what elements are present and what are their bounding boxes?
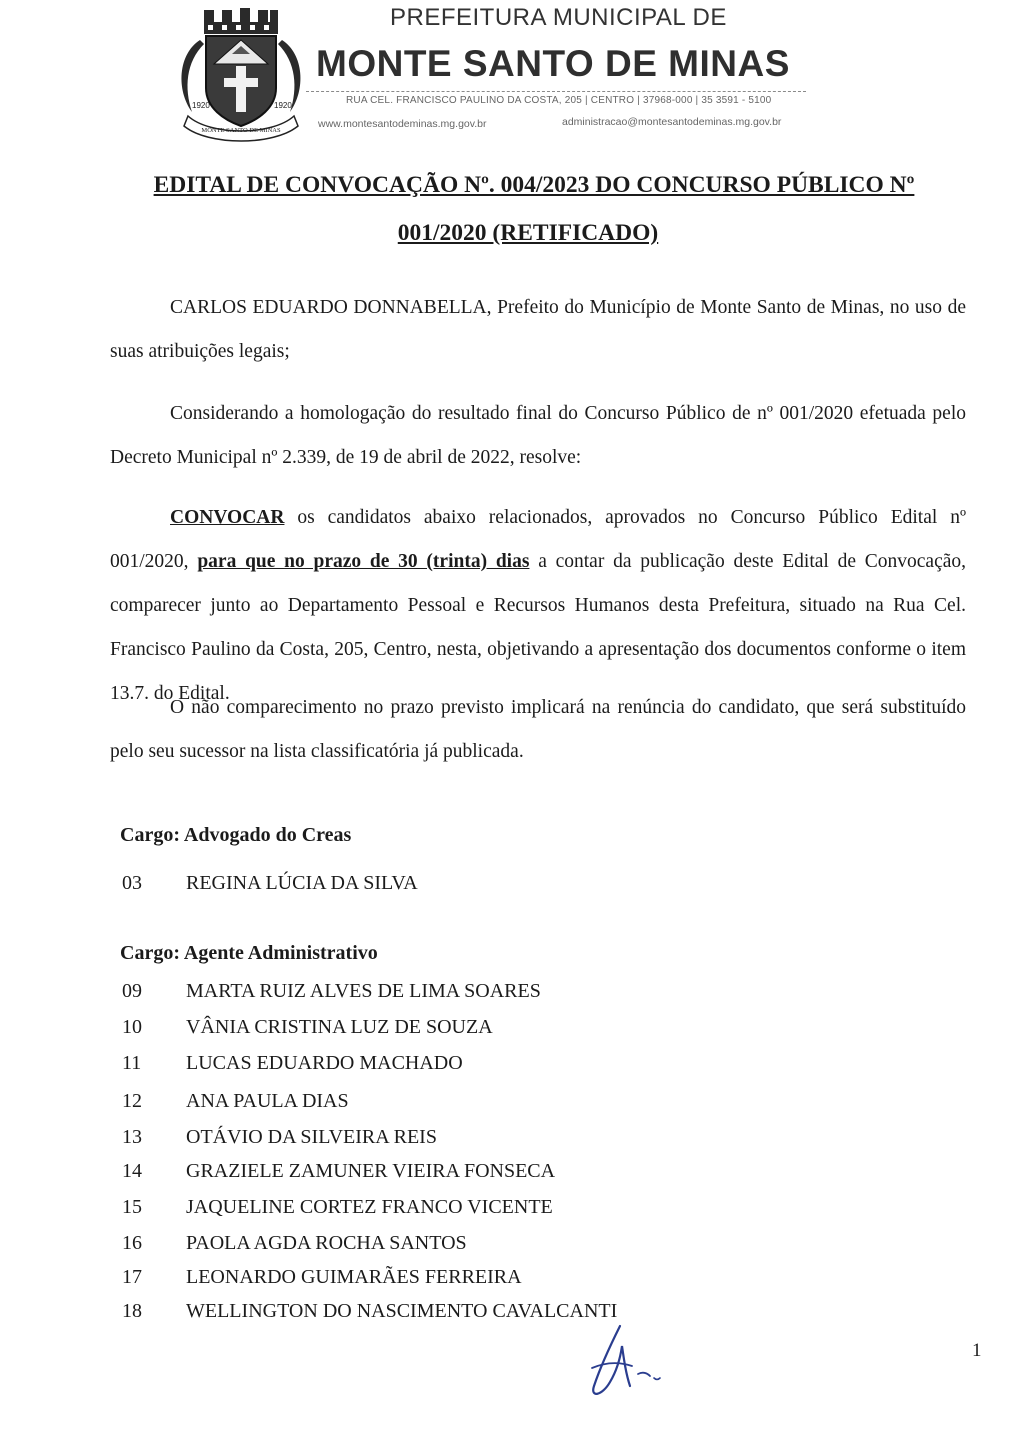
- list-item: [122, 1160, 555, 1183]
- candidate-number: 10: [122, 1016, 142, 1038]
- list-item: [122, 1300, 617, 1323]
- paragraph-prefeito: [110, 286, 966, 374]
- header-address: RUA CEL. FRANCISCO PAULINO DA COSTA, 205 | CENTRO | 37968-000 | 35 3591 - 5100: [346, 95, 772, 106]
- list-item: [122, 1016, 493, 1039]
- paragraph-convocar-text-b: a contar da publicação deste Edital de Convocação, comparecer junto ao Departamento Pessoal e Recursos Humanos desta Prefeitura, situado na Rua Cel. Francisco Paulino da Costa, 205, Centro, nesta, objetivando a apresentação dos documentos conforme o item 13.7. do Edital.: [110, 551, 967, 704]
- candidate-number: 18: [122, 1300, 142, 1322]
- candidate-number: 03: [122, 872, 142, 894]
- list-item: [122, 1126, 437, 1149]
- candidate-number: 14: [122, 1160, 142, 1182]
- header-email-link[interactable]: administracao@montesantodeminas.mg.gov.br: [562, 116, 782, 128]
- list-item: [122, 1090, 349, 1113]
- paragraph-nao-comparecimento-text: O não comparecimento no prazo previsto implicará na renúncia do candidato, que será substituído pelo seu sucessor na lista classificatória já publicada.: [110, 697, 966, 762]
- candidate-name: GRAZIELE ZAMUNER VIEIRA FONSECA: [186, 1160, 556, 1182]
- candidate-name: MARTA RUIZ ALVES DE LIMA SOARES: [186, 980, 541, 1002]
- candidate-name: JAQUELINE CORTEZ FRANCO VICENTE: [186, 1196, 553, 1218]
- signature-icon: [580, 1316, 680, 1406]
- paragraph-considerando-text: Considerando a homologação do resultado final do Concurso Público de nº 001/2020 efetuada pelo Decreto Municipal nº 2.339, de 19 de abril de 2022, resolve:: [110, 403, 966, 468]
- candidate-number: 09: [122, 980, 142, 1002]
- paragraph-considerando: [110, 392, 966, 480]
- list-item: [122, 872, 418, 895]
- candidate-number: 11: [122, 1052, 142, 1074]
- candidate-name: LUCAS EDUARDO MACHADO: [186, 1052, 463, 1074]
- candidate-name: LEONARDO GUIMARÃES FERREIRA: [186, 1266, 522, 1288]
- header-divider: [306, 91, 806, 92]
- crest-ribbon-text: MONTE SANTO DE MINAS: [201, 127, 281, 134]
- list-item: [122, 1052, 463, 1075]
- list-item: [122, 1266, 522, 1289]
- candidate-number: 13: [122, 1126, 142, 1148]
- header-municipality-name: MONTE SANTO DE MINAS: [316, 43, 790, 84]
- candidate-number: 12: [122, 1090, 142, 1112]
- page-number: 1: [972, 1340, 982, 1361]
- document-title-line1: EDITAL DE CONVOCAÇÃO Nº. 004/2023 DO CONCURSO PÚBLICO Nº: [153, 172, 915, 198]
- header-prefeitura-label: PREFEITURA MUNICIPAL DE: [390, 4, 727, 31]
- prazo-highlight: para que no prazo de 30 (trinta) dias: [197, 551, 530, 572]
- candidate-name: PAOLA AGDA ROCHA SANTOS: [186, 1232, 467, 1254]
- list-item: [122, 1196, 553, 1219]
- document-title-line2: 001/2020 (RETIFICADO): [397, 220, 659, 246]
- cargo-heading: Cargo: Advogado do Creas: [120, 824, 352, 846]
- candidate-name: ANA PAULA DIAS: [186, 1090, 349, 1112]
- cargo-heading: Cargo: Agente Administrativo: [120, 942, 378, 964]
- candidate-name: REGINA LÚCIA DA SILVA: [186, 872, 418, 894]
- candidate-number: 15: [122, 1196, 142, 1218]
- candidate-number: 16: [122, 1232, 142, 1254]
- convocar-keyword: CONVOCAR: [170, 507, 285, 528]
- candidate-number: 17: [122, 1266, 142, 1288]
- crest-year-right: 1920: [274, 101, 292, 110]
- paragraph-convocar: [110, 496, 966, 716]
- paragraph-convocar-text-a: os candidatos abaixo relacionados, aprovados no Concurso Público Edital nº 001/2020,: [110, 507, 966, 572]
- list-item: [122, 980, 541, 1003]
- paragraph-nao-comparecimento: [110, 686, 966, 774]
- crest-year-left: 1920: [192, 101, 210, 110]
- candidate-name: WELLINGTON DO NASCIMENTO CAVALCANTI: [186, 1300, 618, 1322]
- candidate-name: VÂNIA CRISTINA LUZ DE SOUZA: [186, 1016, 493, 1038]
- candidate-name: OTÁVIO DA SILVEIRA REIS: [186, 1126, 437, 1148]
- list-item: [122, 1232, 467, 1255]
- header-website-link[interactable]: www.montesantodeminas.mg.gov.br: [318, 118, 487, 130]
- paragraph-prefeito-text: CARLOS EDUARDO DONNABELLA, Prefeito do Município de Monte Santo de Minas, no uso de suas atribuições legais;: [110, 297, 966, 362]
- municipal-crest-icon: [170, 4, 312, 144]
